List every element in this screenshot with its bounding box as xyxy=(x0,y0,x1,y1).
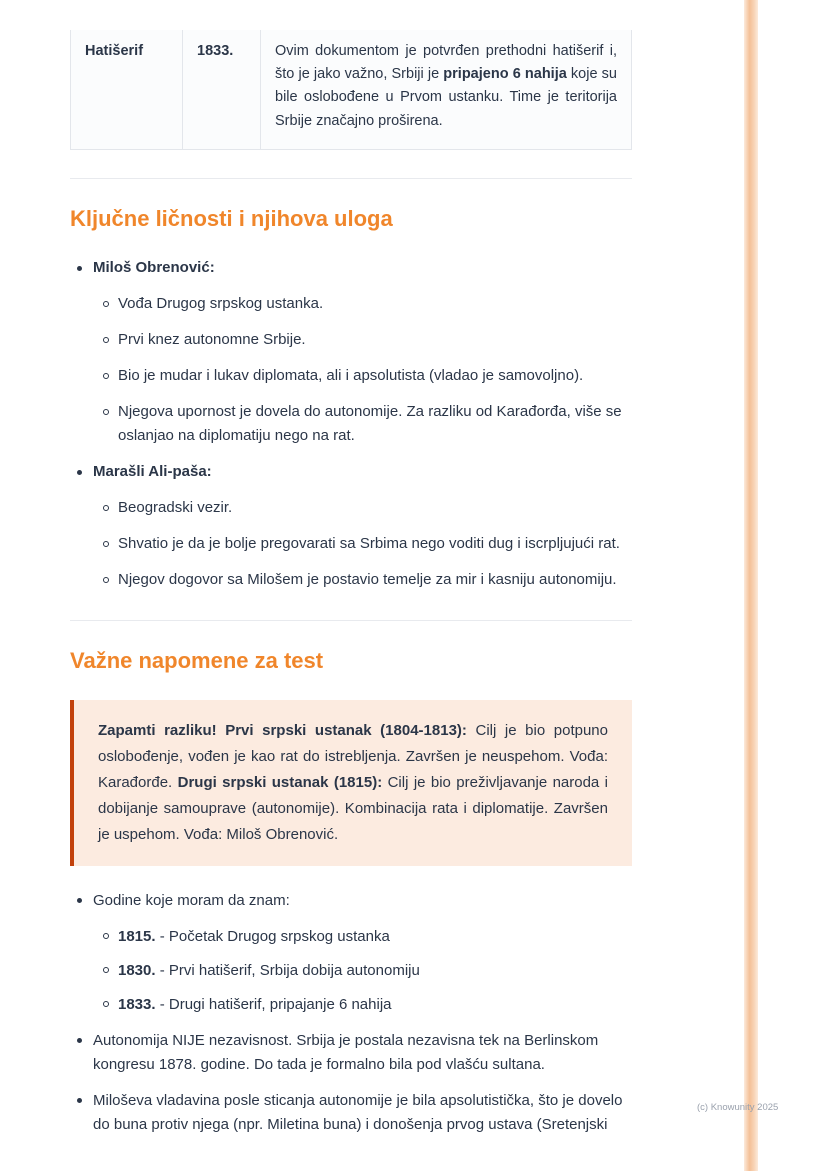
list-item xyxy=(70,460,632,592)
page-edge-stripe xyxy=(744,0,758,1171)
section-title-notes: Važne napomene za test xyxy=(70,648,324,674)
section-divider xyxy=(70,178,632,179)
section-title-people: Ključne ličnosti i njihova uloga xyxy=(70,205,393,231)
list-item: Shvatio je da je bolje pregovarati sa Srbima nego voditi dug i iscrpljujući rat. xyxy=(93,532,632,556)
callout-text xyxy=(98,718,608,848)
year-text: 1833. xyxy=(197,43,234,59)
table-cell-year xyxy=(183,30,261,149)
description-text-post: koje su bile oslobođene u Prvom ustanku. Time je teritorija Srbije značajno proširena. xyxy=(275,66,617,129)
description-text-pre: Ovim dokumentom je potvrđen prethodni hatišerif i, što je jako važno, Srbiji je xyxy=(275,43,617,83)
list-item xyxy=(70,889,632,1017)
table-cell-description xyxy=(261,30,632,149)
years-sub-list xyxy=(93,925,632,1017)
table-row xyxy=(71,30,632,149)
watermark: (c) Knowunity 2025 xyxy=(697,1102,779,1113)
section-divider xyxy=(70,620,632,621)
events-table xyxy=(70,30,632,150)
person-name: Marašli Ali-paša: xyxy=(93,463,212,481)
list-item xyxy=(70,256,632,448)
year-bold: 1815. xyxy=(118,927,156,945)
list-item: Bio je mudar i lukav diplomata, ali i apsolutista (vladao je samovoljno). xyxy=(93,364,632,388)
page-content xyxy=(70,30,632,1149)
callout-bold-second-uprising: Drugi srpski ustanak (1815): xyxy=(177,773,383,791)
list-item: Autonomija NIJE nezavisnost. Srbija je postala nezavisna tek na Berlinskom kongresu 1878. godine. Do tada je formalno bila pod vlašću sultana. xyxy=(70,1029,632,1077)
callout-bold-first-uprising: Zapamti razliku! Prvi srpski ustanak (1804-1813): xyxy=(98,721,467,739)
list-item xyxy=(93,925,632,949)
year-bold: 1830. xyxy=(118,961,156,979)
description-text-bold: pripajeno 6 nahija xyxy=(443,66,567,83)
list-item xyxy=(93,993,632,1017)
people-list xyxy=(70,256,632,592)
list-item: Njegova upornost je dovela do autonomije. Za razliku od Karađorđa, više se oslanjao na diplomatiju nego na rat. xyxy=(93,400,632,448)
year-bold: 1833. xyxy=(118,995,156,1013)
years-label: Godine koje moram da znam: xyxy=(93,891,290,909)
list-item: Njegov dogovor sa Milošem je postavio temelje za mir i kasniju autonomiju. xyxy=(93,568,632,592)
year-event: - Drugi hatišerif, pripajanje 6 nahija xyxy=(155,995,392,1013)
year-event: - Početak Drugog srpskog ustanka xyxy=(155,927,390,945)
sub-list xyxy=(93,292,632,448)
list-item: Miloševa vladavina posle sticanja autonomije je bila apsolutistička, što je dovelo do buna protiv njega (npr. Miletina buna) i donošenja prvog ustava (Sretenjski xyxy=(70,1089,632,1137)
table-cell-term xyxy=(71,30,183,149)
list-item: Prvi knez autonomne Srbije. xyxy=(93,328,632,352)
year-event: - Prvi hatišerif, Srbija dobija autonomiju xyxy=(155,961,420,979)
person-name: Miloš Obrenović: xyxy=(93,259,215,277)
sub-list xyxy=(93,496,632,592)
term-text: Hatišerif xyxy=(85,43,144,59)
list-item: Vođa Drugog srpskog ustanka. xyxy=(93,292,632,316)
callout-text-second-uprising: Cilj je bio preživljavanje naroda i dobijanje samouprave (autonomije). Kombinacija rata i diplomatije. Završen je uspehom. Vođa: Miloš Obrenović. xyxy=(98,773,608,843)
list-item xyxy=(93,959,632,983)
callout-text-first-uprising: Cilj je bio potpuno oslobođenje, vođen je kao rat do istrebljenja. Završen je neuspehom. Vođa: Karađorđe. xyxy=(98,721,608,791)
notes-list xyxy=(70,889,632,1137)
callout-box xyxy=(70,700,632,866)
list-item: Beogradski vezir. xyxy=(93,496,632,520)
